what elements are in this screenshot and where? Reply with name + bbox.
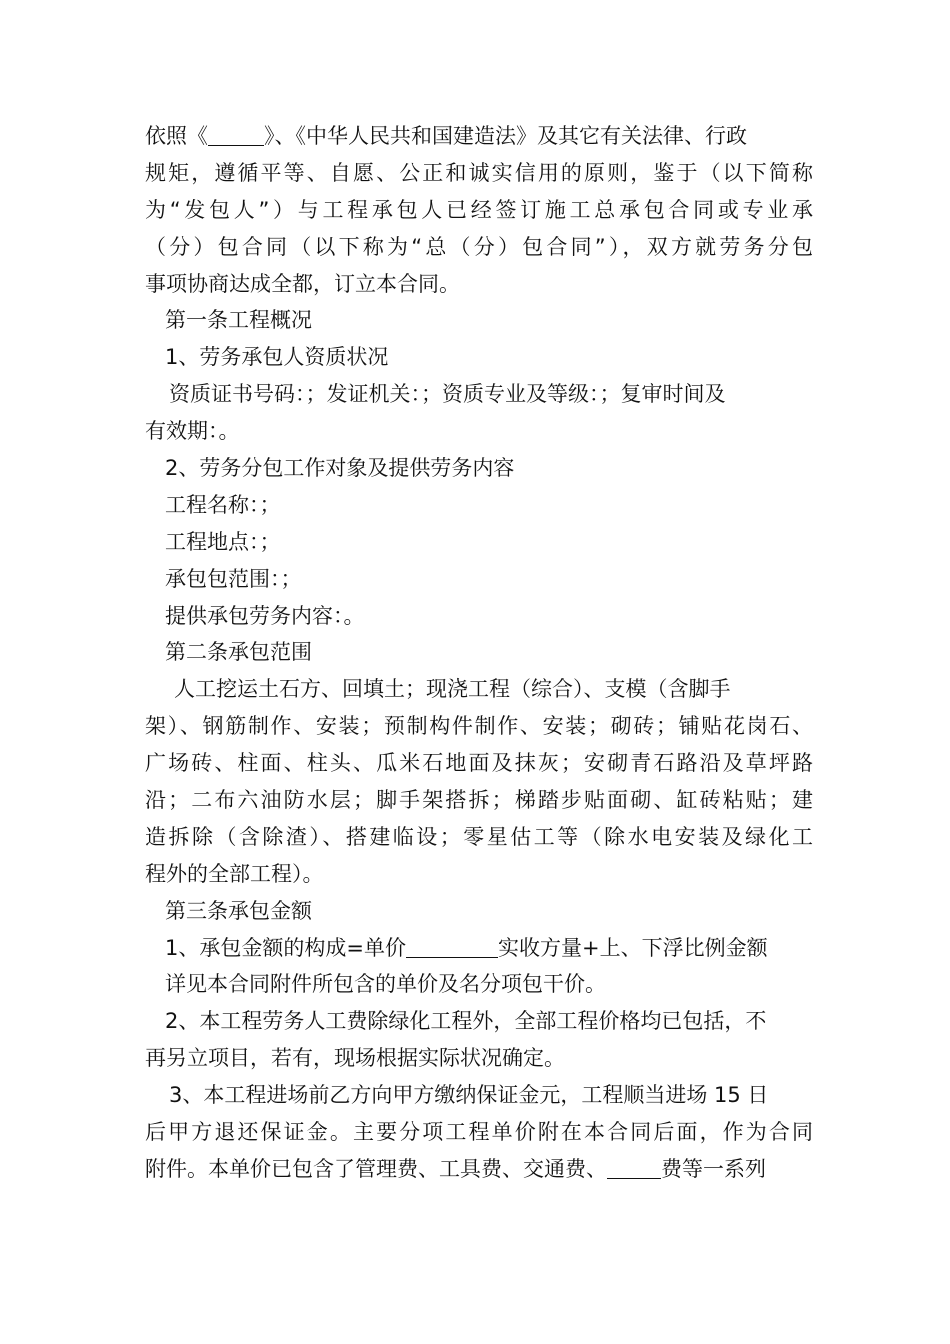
paragraph-line: 再另立项目，若有，现场根据实际状况确定。: [145, 1046, 565, 1071]
paragraph-line: 资质证书号码：；发证机关：；资质专业及等级：；复审时间及: [169, 382, 726, 407]
paragraph-line: [145, 118, 813, 155]
paragraph-line: 事项协商达成全都，订立本合同。: [145, 271, 460, 296]
paragraph-line: 有效期：。: [145, 419, 240, 444]
fill-blank: [607, 1157, 661, 1179]
fill-blank: [208, 124, 264, 146]
paragraph-line: （分）包合同（以下称为“总（分）包合同”），双方就劳务分包: [145, 234, 813, 259]
subsection-heading: 1、劳务承包人资质状况: [165, 345, 389, 370]
text-segment: 依照《: [145, 124, 208, 148]
paragraph-line: 为“发包人”）与工程承包人已经签订施工总承包合同或专业承: [145, 197, 813, 222]
paragraph-line: 广场砖、柱面、柱头、瓜米石地面及抹灰；安砌青石路沿及草坪路: [145, 751, 813, 776]
section-heading: 第二条承包范围: [165, 640, 312, 665]
paragraph-line: 详见本合同附件所包含的单价及名分项包干价。: [165, 972, 606, 997]
text-segment: 费等一系列: [661, 1156, 766, 1181]
paragraph-line: 程外的全部工程）。: [145, 861, 324, 886]
text-segment: 实收方量+上、下浮比例金额: [497, 935, 768, 960]
text-segment: 附件。本单价已包含了管理费、工具费、交通费、: [145, 1156, 607, 1181]
paragraph-line: 3、本工程进场前乙方向甲方缴纳保证金元，工程顺当进场 15 日: [169, 1083, 769, 1108]
paragraph-line: 人工挖运土石方、回填土；现浇工程（综合）、支模（含脚手: [174, 677, 731, 702]
paragraph-line: [145, 1151, 813, 1188]
text-segment: 1、承包金额的构成=单价: [165, 935, 406, 960]
paragraph-line: 2、本工程劳务人工费除绿化工程外，全部工程价格均已包括，不: [165, 1009, 767, 1034]
field-line: 工程地点：；: [165, 529, 281, 554]
paragraph-line: [145, 930, 813, 967]
section-heading: 第三条承包金额: [165, 898, 312, 923]
paragraph-line: 架）、钢筋制作、安装；预制构件制作、安装；砌砖；铺贴花岗石、: [145, 714, 813, 739]
paragraph-line: 规矩，遵循平等、自愿、公正和诚实信用的原则，鉴于（以下简称: [145, 160, 813, 185]
section-heading: 第一条工程概况: [165, 308, 312, 333]
paragraph-line: 造拆除（含除渣）、搭建临设；零星估工等（除水电安装及绿化工: [145, 824, 813, 849]
paragraph-line: 沿；二布六油防水层；脚手架搭拆；梯踏步贴面砌、缸砖粘贴；建: [145, 788, 813, 813]
fill-blank: [406, 936, 498, 958]
paragraph-line: 后甲方退还保证金。主要分项工程单价附在本合同后面，作为合同: [145, 1120, 813, 1145]
subsection-heading: 2、劳务分包工作对象及提供劳务内容: [165, 456, 515, 481]
document-body: [145, 118, 813, 1188]
field-line: 工程名称：；: [165, 492, 281, 517]
field-line: 承包包范围：；: [165, 566, 302, 591]
text-segment: 》、《中华人民共和国建造法》及其它有关法律、行政: [264, 124, 747, 148]
field-line: 提供承包劳务内容：。: [165, 603, 365, 628]
